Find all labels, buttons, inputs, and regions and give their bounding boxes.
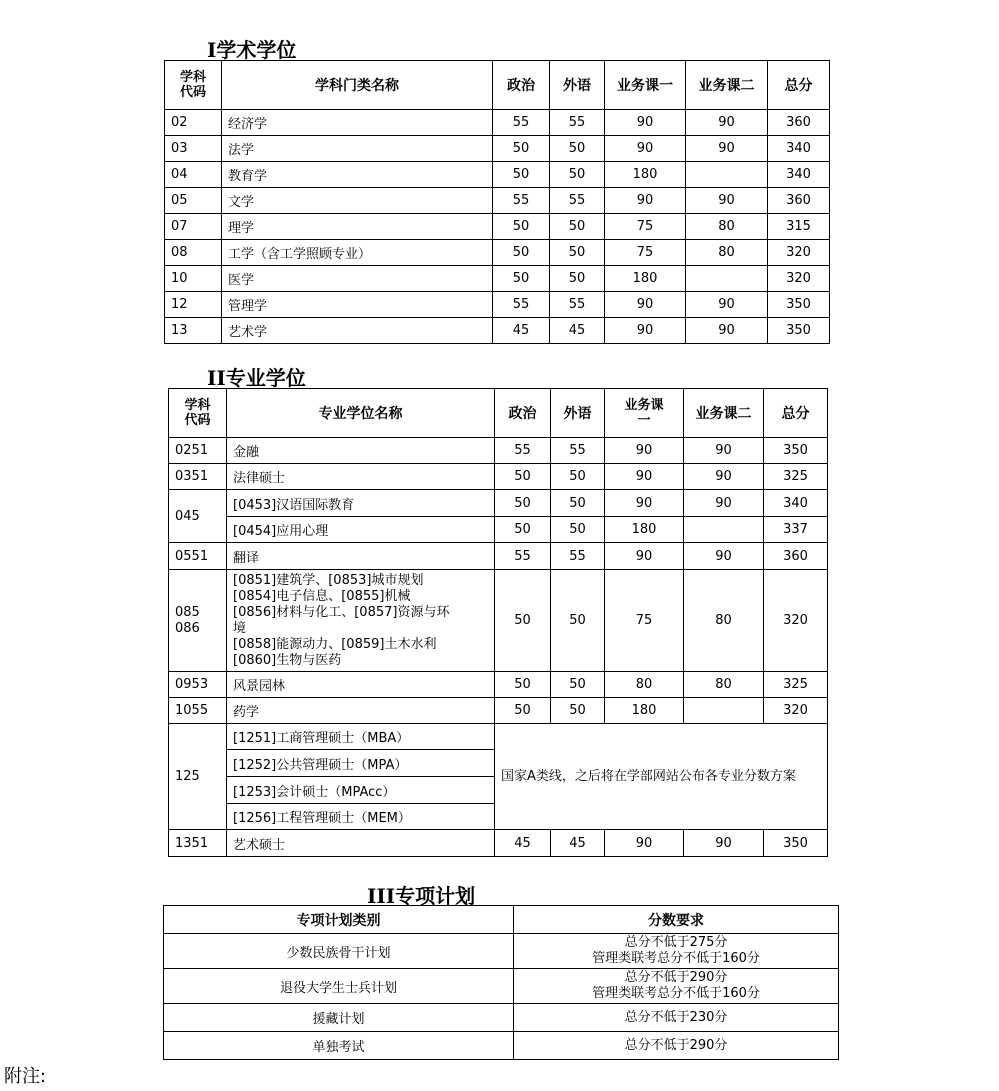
cell-course2: 90 [686, 136, 768, 162]
cell-course2: 90 [686, 292, 768, 318]
header-name: 学科门类名称 [222, 61, 493, 110]
cell-course2 [686, 162, 768, 188]
table-row: 0251 金融 55 55 90 90 350 [169, 438, 828, 464]
cell-type: 单独考试 [164, 1032, 514, 1060]
cell-req: 总分不低于290分 [514, 1032, 839, 1060]
cell-language: 50 [550, 136, 605, 162]
cell-politics: 55 [493, 110, 550, 136]
cell-politics: 50 [493, 266, 550, 292]
cell-language: 55 [550, 292, 605, 318]
table-row: [1256]工程管理硕士（MEM） [169, 804, 828, 830]
table-row: 045 [0453]汉语国际教育 50 50 90 90 340 [169, 490, 828, 517]
cell-total: 320 [768, 240, 830, 266]
cell-name: 艺术学 [222, 318, 493, 344]
table-row [165, 136, 830, 162]
header-politics: 政治 [495, 389, 551, 438]
cell-language: 50 [550, 240, 605, 266]
cell-total: 340 [768, 162, 830, 188]
header-course1: 业务课一 [605, 61, 686, 110]
section1-heading: I学术学位 [207, 38, 297, 62]
cell-politics: 50 [493, 240, 550, 266]
cell-code: 13 [165, 318, 222, 344]
table-row: 125 [1251]工商管理硕士（MBA） 国家A类线，之后将在学部网站公布各专业分数方案 [169, 724, 828, 750]
cell-language: 55 [550, 110, 605, 136]
header-politics: 政治 [493, 61, 550, 110]
cell-course1: 90 [605, 292, 686, 318]
cell-course1: 90 [605, 318, 686, 344]
cell-type: 少数民族骨干计划 [164, 934, 514, 969]
table-row [165, 240, 830, 266]
table-row: [1253]会计硕士（MPAcc） [169, 777, 828, 804]
table-row [165, 318, 830, 344]
header-type: 专项计划类别 [164, 906, 514, 934]
table-row [164, 934, 839, 969]
header-course1: 业务课 一 [605, 389, 684, 438]
cell-course1: 75 [605, 214, 686, 240]
header-language: 外语 [551, 389, 605, 438]
header-course2: 业务课二 [686, 61, 768, 110]
table-row [165, 162, 830, 188]
table-row [165, 110, 830, 136]
table-row: 0351 法律硕士 50 50 90 90 325 [169, 464, 828, 490]
cell-course1: 180 [605, 266, 686, 292]
cell-course1: 90 [605, 136, 686, 162]
cell-code: 04 [165, 162, 222, 188]
cell-name: 理学 [222, 214, 493, 240]
cell-course1: 75 [605, 240, 686, 266]
cell-language: 50 [550, 266, 605, 292]
table-row: 1055 药学 50 50 180 320 [169, 698, 828, 724]
cell-name: 法学 [222, 136, 493, 162]
cell-code: 02 [165, 110, 222, 136]
cell-politics: 55 [493, 292, 550, 318]
cell-name: 管理学 [222, 292, 493, 318]
table-row [164, 1004, 839, 1032]
cell-politics: 55 [493, 188, 550, 214]
section3-heading: III专项计划 [367, 884, 476, 908]
cell-total: 340 [768, 136, 830, 162]
cell-course1: 90 [605, 110, 686, 136]
table-row [165, 266, 830, 292]
cell-course2 [686, 266, 768, 292]
table-row [164, 1032, 839, 1060]
cell-name: 经济学 [222, 110, 493, 136]
cell-code: 10 [165, 266, 222, 292]
cell-politics: 45 [493, 318, 550, 344]
cell-course1: 90 [605, 188, 686, 214]
header-total: 总分 [764, 389, 828, 438]
cell-name: 医学 [222, 266, 493, 292]
cell-course2: 80 [686, 240, 768, 266]
cell-req: 总分不低于230分 [514, 1004, 839, 1032]
cell-name: 文学 [222, 188, 493, 214]
header-req: 分数要求 [514, 906, 839, 934]
section2-heading: II专业学位 [207, 366, 306, 390]
cell-language: 45 [550, 318, 605, 344]
cell-req: 总分不低于275分 管理类联考总分不低于160分 [514, 934, 839, 969]
header-total: 总分 [768, 61, 830, 110]
cell-total: 320 [768, 266, 830, 292]
cell-language: 50 [550, 162, 605, 188]
header-language: 外语 [550, 61, 605, 110]
cell-language: 55 [550, 188, 605, 214]
cell-politics: 50 [493, 136, 550, 162]
table-row: [1252]公共管理硕士（MPA） [169, 750, 828, 777]
cell-course2: 90 [686, 318, 768, 344]
cell-code: 12 [165, 292, 222, 318]
cell-language: 50 [550, 214, 605, 240]
cell-name: 工学（含工学照顾专业） [222, 240, 493, 266]
header-code: 学科 代码 [169, 389, 227, 438]
table-row: 0953 风景园林 50 50 80 80 325 [169, 672, 828, 698]
table-row [165, 188, 830, 214]
header-name: 专业学位名称 [227, 389, 495, 438]
header-code: 学科 代码 [165, 61, 222, 110]
table-row: 1351 艺术硕士 45 45 90 90 350 [169, 830, 828, 857]
cell-course2: 90 [686, 188, 768, 214]
cell-name: 教育学 [222, 162, 493, 188]
cell-total: 360 [768, 110, 830, 136]
table-row [165, 292, 830, 318]
r125-note: 国家A类线，之后将在学部网站公布各专业分数方案 [495, 724, 828, 830]
cell-politics: 50 [493, 162, 550, 188]
cell-type: 退役大学生士兵计划 [164, 969, 514, 1004]
table-row: [0454]应用心理 50 50 180 337 [169, 517, 828, 543]
special-plan-table [163, 905, 839, 1060]
table-row: 085 086 [0851]建筑学、[0853]城市规划 [0854]电子信息、[0855]机械 [0856]材料与化工、[0857]资源与环 境 [0858]能源动力、[0859]土木水利 [0860]生物与医药 50 50 75 80 320 [169, 570, 828, 672]
cell-total: 350 [768, 318, 830, 344]
academic-degree-table [164, 60, 830, 344]
footnote: 附注: [4, 1066, 47, 1087]
cell-total: 350 [768, 292, 830, 318]
cell-course2: 90 [686, 110, 768, 136]
cell-type: 援藏计划 [164, 1004, 514, 1032]
cell-total: 360 [768, 188, 830, 214]
professional-degree-table [168, 388, 828, 857]
cell-code: 08 [165, 240, 222, 266]
table-row [164, 969, 839, 1004]
header-course2: 业务课二 [684, 389, 764, 438]
cell-code: 07 [165, 214, 222, 240]
cell-code: 03 [165, 136, 222, 162]
table-row [165, 214, 830, 240]
cell-code: 05 [165, 188, 222, 214]
table-row: 0551 翻译 55 55 90 90 360 [169, 543, 828, 570]
cell-total: 315 [768, 214, 830, 240]
cell-course2: 80 [686, 214, 768, 240]
cell-req: 总分不低于290分 管理类联考总分不低于160分 [514, 969, 839, 1004]
cell-course1: 180 [605, 162, 686, 188]
cell-politics: 50 [493, 214, 550, 240]
